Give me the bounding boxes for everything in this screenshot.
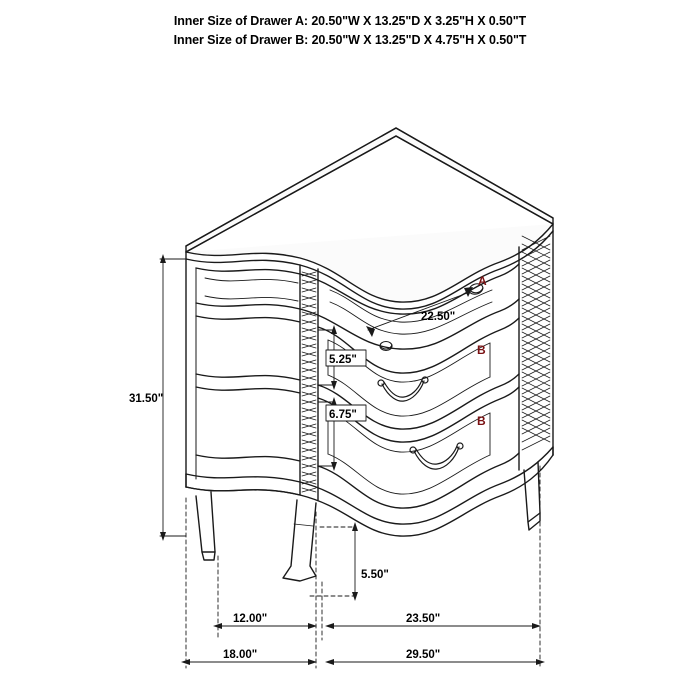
drawer-b-inner-size-text: Inner Size of Drawer B: 20.50"W X 13.25"D X 4.75"H X 0.50"T [173,33,527,47]
drawer-label-b2: B [477,414,486,428]
dim-drawer-b1-height: 5.25" [329,354,357,366]
top-surface [186,128,553,309]
drawer-a-inner-size-text: Inner Size of Drawer A: 20.50"W X 13.25"D X 3.25"H X 0.50"T [173,14,527,28]
dim-drawer-a-width: 22.50" [421,311,456,323]
dim-leg-height: 5.50" [361,569,389,581]
drawer-label-a: A [478,274,487,288]
bottom-apron [186,447,553,536]
dim-side-depth: 12.00" [233,613,268,625]
drawer-label-b1: B [477,343,486,357]
leg-front-left [196,492,215,560]
left-corner-post [300,265,318,500]
dim-height-total: 31.50" [129,393,164,405]
dim-front-width: 23.50" [406,613,441,625]
dim-base-depth: 18.00" [223,649,258,661]
leg-front-center [283,500,316,581]
drawer-b2-handle [410,443,463,469]
right-corner-post [519,231,553,470]
drawer-b1-handle [378,377,428,401]
dim-base-width: 29.50" [406,649,441,661]
dim-drawer-b2-height: 6.75" [329,409,357,421]
